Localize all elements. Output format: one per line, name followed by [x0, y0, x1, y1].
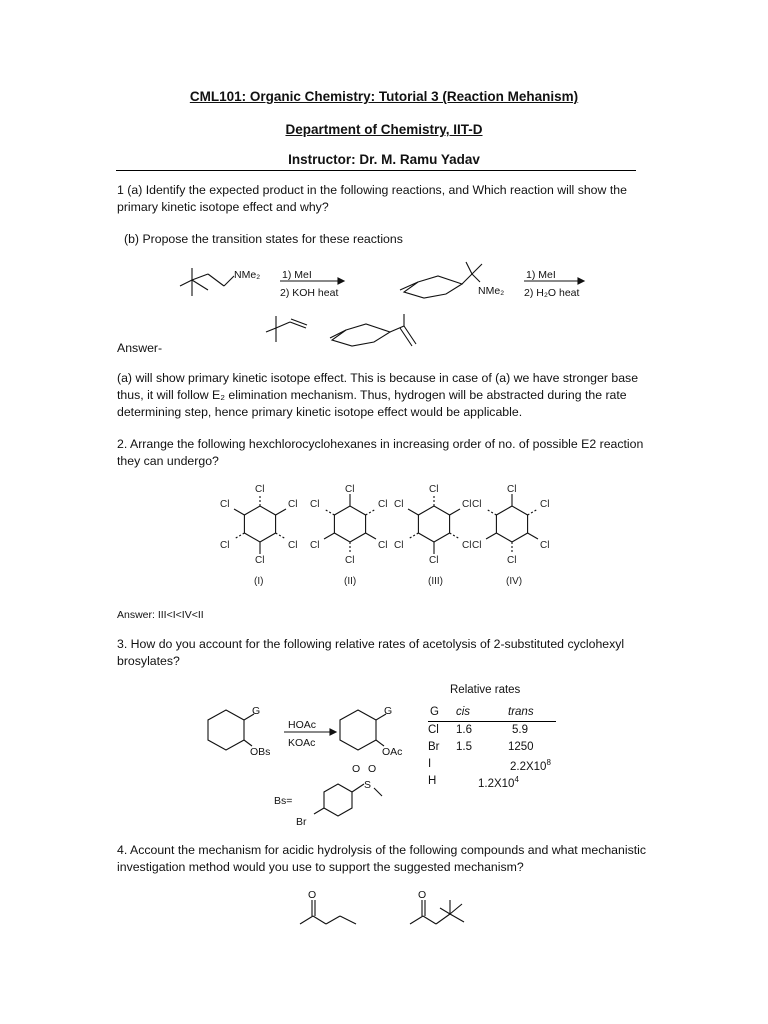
chlorine-label: Cl	[394, 540, 404, 551]
q3-product	[340, 705, 402, 758]
table-header-cis: cis	[456, 706, 471, 718]
table-row-h-cis: $1.2X10^4$	[478, 775, 519, 790]
chlorine-label: Cl	[377, 499, 388, 510]
table-row-br-g: Br	[428, 741, 440, 753]
table-header-rule	[428, 721, 556, 722]
q4-esters-scheme	[290, 888, 490, 938]
chlorine-label: Cl	[429, 484, 439, 495]
chlorine-label: Cl	[287, 540, 298, 551]
chlorine-label: Cl	[472, 499, 482, 510]
q3-br-label: Br	[296, 816, 307, 828]
q3-leaving-group-label: OBs	[250, 746, 271, 758]
chlorine-label: Cl	[310, 499, 320, 510]
chlorine-label: Cl	[472, 540, 482, 551]
q4-question: 4. Account the mechanism for acidic hydrolysis of the following compounds and what mechanistic investigation method would you use to support the suggested mechanism?	[117, 843, 647, 874]
reaction2-condition-2: 2) H₂O heat	[524, 287, 580, 299]
q4-oxygen-1-label: O	[308, 889, 317, 901]
chlorine-label: Cl	[345, 484, 355, 495]
hcch-label-3: (III)	[428, 576, 443, 587]
q4-ethyl-acetate	[300, 889, 356, 924]
chlorine-label: Cl	[507, 484, 517, 495]
table-title: Relative rates	[450, 684, 521, 696]
q2-answer: Answer: III<I<IV<II	[117, 609, 204, 621]
chlorine-label: Cl	[377, 540, 388, 551]
q2-hexachlorocyclohexanes	[210, 480, 560, 590]
q4-oxygen-2-label: O	[418, 889, 427, 901]
q1-part-a: 1 (a) Identify the expected product in the following reactions, and Which reaction will show the primary kinetic isotope effect and why?	[117, 183, 627, 214]
chlorine-label: Cl	[461, 540, 472, 551]
q3-brosyl-structure	[274, 763, 382, 828]
q1-answer-text: (a) will show primary kinetic isotope effect. This is because in case of (a) we have stronger base thus, it will follow E₂ elimination mechanism. Thus, hydrogen will be abstracted during the rate determining step, hence primary kinetic isotope effect would be applicable.	[117, 371, 639, 419]
q3-relative-rates-table	[428, 684, 568, 794]
q1-part-b: (b) Propose the transition states for these reactions	[124, 232, 403, 246]
department-heading: Department of Chemistry, IIT-D	[285, 122, 483, 137]
q3-oxygen-2-label: O	[368, 763, 377, 775]
chlorine-label: Cl	[310, 540, 320, 551]
chlorine-label: Cl	[507, 555, 517, 566]
table-row-i-trans: $2.2X10^8$	[510, 758, 551, 773]
q3-substrate-g-label: G	[252, 705, 261, 717]
reaction2-condition-1: 1) MeI	[526, 269, 556, 281]
table-row-i-g: I	[428, 758, 432, 770]
chlorine-label: Cl	[394, 499, 404, 510]
table-header-g: G	[430, 706, 439, 718]
hcch-structure-3	[394, 484, 471, 587]
q3-reagent-1: HOAc	[288, 719, 317, 731]
chlorine-label: Cl	[429, 555, 439, 566]
q3-question: 3. How do you account for the following relative rates of acetolysis of 2-substituted cyclohexyl brosylates?	[117, 637, 625, 668]
q3-product-g-label: G	[384, 705, 393, 717]
table-row-cl-trans: 5.9	[512, 724, 528, 736]
chlorine-label: Cl	[220, 499, 230, 510]
table-row-cl-g: Cl	[428, 724, 439, 736]
reaction1-group-label: NMe₂	[234, 269, 261, 281]
table-row-br-cis: 1.5	[456, 741, 472, 753]
reaction2-group-label: NMe₂	[478, 285, 505, 297]
q1-answer-label: Answer-	[117, 341, 163, 355]
q3-bs-label: Bs=	[274, 795, 293, 807]
q4-tert-butyl-ester	[410, 889, 464, 924]
reaction1-substrate	[180, 268, 260, 296]
table-row-br-trans: 1250	[508, 741, 534, 753]
table-header-trans: trans	[508, 706, 534, 718]
page-title: CML101: Organic Chemistry: Tutorial 3 (Reaction Mehanism)	[189, 89, 579, 104]
reaction1-condition-1: 1) MeI	[282, 269, 312, 281]
q3-product-oac-label: OAc	[382, 746, 403, 758]
hcch-structure-4	[472, 484, 549, 587]
header-divider	[116, 170, 636, 171]
chlorine-label: Cl	[287, 499, 298, 510]
chlorine-label: Cl	[461, 499, 472, 510]
q3-oxygen-1-label: O	[352, 763, 361, 775]
table-row-cl-cis: 1.6	[456, 724, 472, 736]
hcch-label-2: (II)	[344, 576, 357, 587]
table-row-h-g: H	[428, 775, 437, 787]
chlorine-label: Cl	[539, 540, 550, 551]
chlorine-label: Cl	[220, 540, 230, 551]
chlorine-label: Cl	[539, 499, 550, 510]
chlorine-label: Cl	[345, 555, 355, 566]
q2-question: 2. Arrange the following hexchlorocyclohexanes in increasing order of no. of possible E2 reaction they can undergo?	[117, 437, 644, 468]
hcch-label-4: (IV)	[506, 576, 523, 587]
reaction1-condition-2: 2) KOH heat	[280, 287, 339, 299]
q3-sulfur-label: S	[364, 779, 372, 791]
hcch-label-1: (I)	[254, 576, 264, 587]
chlorine-label: Cl	[255, 484, 265, 495]
q3-acetolysis-scheme	[200, 700, 420, 830]
reaction2-substrate	[400, 262, 504, 298]
hcch-structure-1	[220, 484, 297, 587]
q3-substrate	[208, 705, 270, 758]
chlorine-label: Cl	[255, 555, 265, 566]
q3-reagent-2: KOAc	[288, 737, 316, 749]
hcch-structure-2	[310, 484, 387, 587]
instructor-heading: Instructor: Dr. M. Ramu Yadav	[288, 152, 480, 167]
